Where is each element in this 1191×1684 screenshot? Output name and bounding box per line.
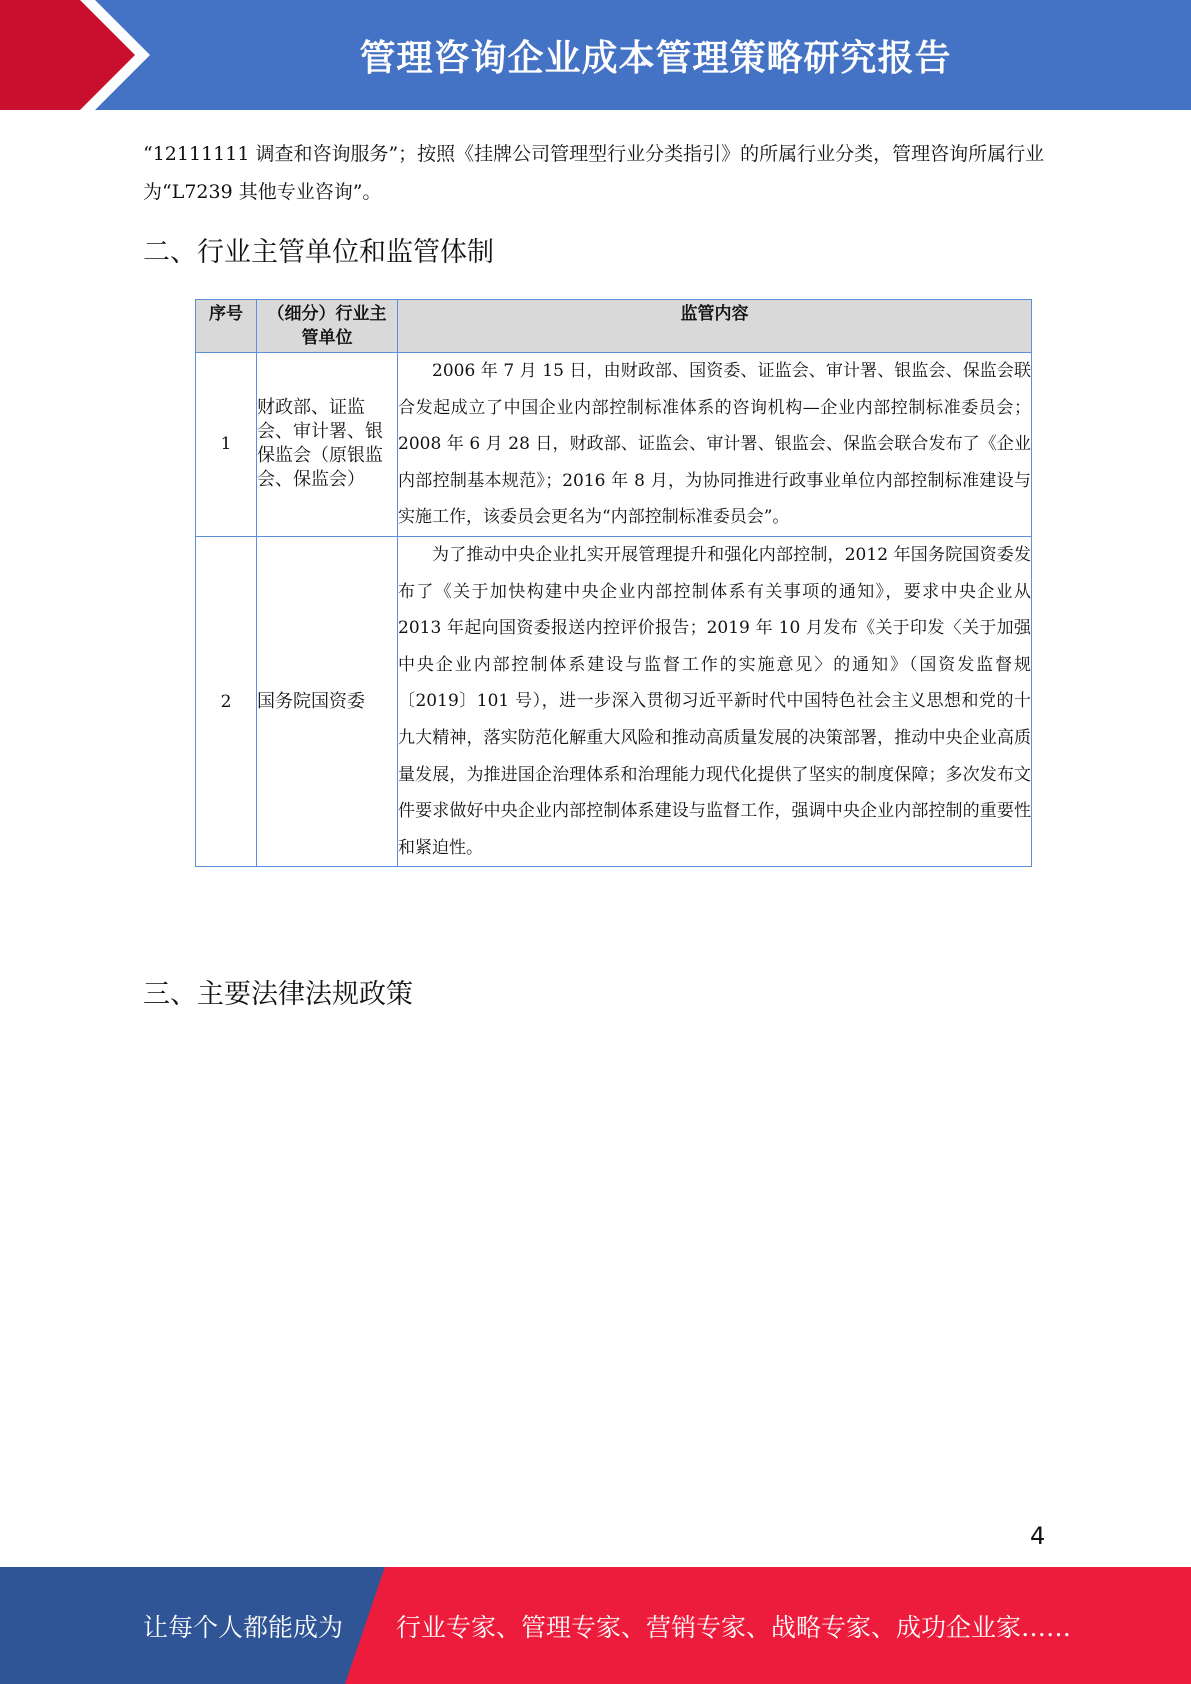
- column-header-no: 序号: [196, 300, 257, 353]
- row-number: 2: [196, 536, 257, 866]
- row-unit: 国务院国资委: [257, 536, 398, 866]
- column-header-content: 监管内容: [398, 300, 1032, 353]
- table-row: [196, 353, 1032, 537]
- row-content: [398, 536, 1032, 866]
- table-row: [196, 536, 1032, 866]
- table-header-row: [196, 300, 1032, 353]
- section-heading-regulators: 二、行业主管单位和监管体制: [143, 237, 494, 268]
- intro-paragraph: “12111111 调查和咨询服务”；按照《挂牌公司管理型行业分类指引》的所属行业分类，管理咨询所属行业为“L7239 其他专业咨询”。: [143, 143, 1045, 203]
- footer-slogan-right: 行业专家、管理专家、营销专家、战略专家、成功企业家……: [396, 1612, 1072, 1642]
- column-header-unit: （细分）行业主管单位: [257, 300, 398, 353]
- footer-banner: [0, 1567, 1191, 1684]
- row-content-text: 2006 年 7 月 15 日，由财政部、国资委、证监会、审计署、银监会、保监会联合发起成立了中国企业内部控制标准体系的咨询机构—企业内部控制标准委员会；2008 年 6 月 28 日，财政部、证监会、审计署、银监会、保监会联合发布了《企业内部控制基本规范》；2016 年 8 月，为协同推进行政事业单位内部控制标准建设与实施工作，该委员会更名为“内部控制标准委员会”。: [398, 361, 1031, 528]
- row-number: 1: [196, 353, 257, 537]
- page-number: 4: [1030, 1522, 1046, 1550]
- row-content-text: 为了推动中央企业扎实开展管理提升和强化内部控制，2012 年国务院国资委发布了《关于加快构建中央企业内部控制体系有关事项的通知》，要求中央企业从 2013 年起向国资委报送内控评价报告；2019 年 10 月发布《关于印发〈关于加强中央企业内部控制体系建设与监督工作的实施意见〉的通知》（国资发监督规〔2019〕101 号），进一步深入贯彻习近平新时代中国特色社会主义思想和党的十九大精神，落实防范化解重大风险和推动高质量发展的决策部署，推动中央企业高质量发展，为推进国企治理体系和治理能力现代化提供了坚实的制度保障；多次发布文件要求做好中央企业内部控制体系建设与监督工作，强调中央企业内部控制的重要性和紧迫性。: [398, 544, 1031, 858]
- header-banner: [0, 0, 1191, 110]
- row-content: [398, 353, 1032, 537]
- document-title: 管理咨询企业成本管理策略研究报告: [359, 37, 952, 79]
- regulation-table: [195, 299, 1032, 867]
- row-unit: 财政部、证监会、审计署、银保监会（原银监会、保监会）: [257, 353, 398, 537]
- footer-slogan-left: 让每个人都能成为: [143, 1612, 344, 1642]
- section-heading-laws: 三、主要法律法规政策: [143, 979, 413, 1010]
